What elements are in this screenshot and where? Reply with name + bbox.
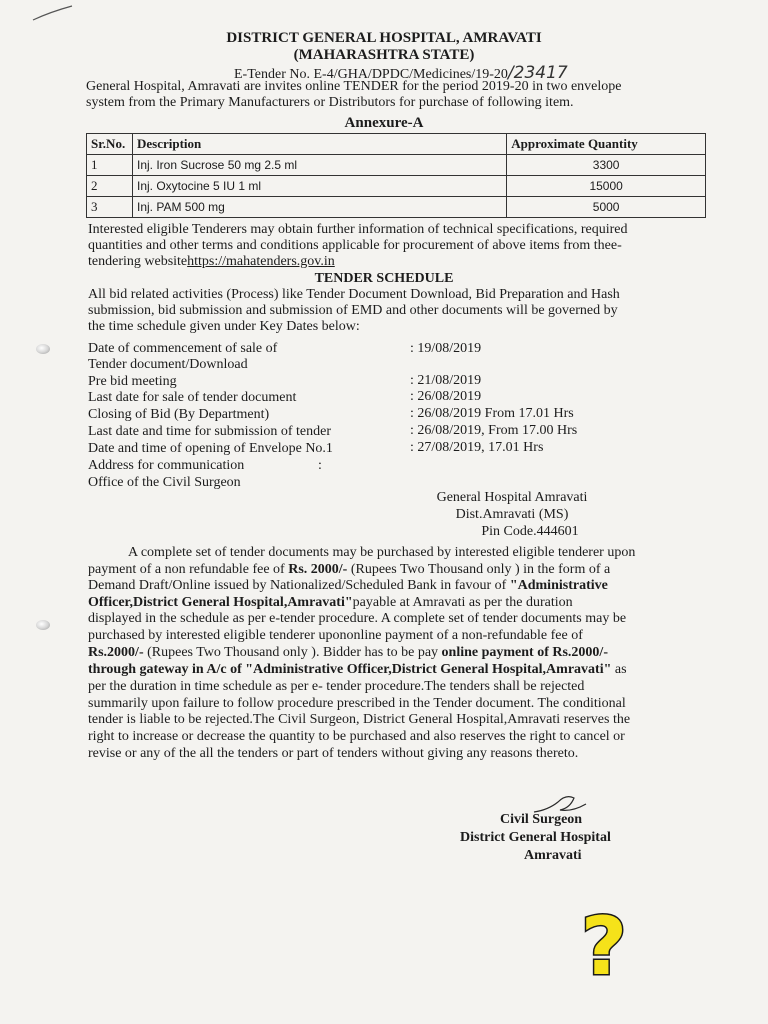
intro-line-2: system from the Primary Manufacturers or Distributors for purchase of following item.	[86, 95, 574, 110]
website-link[interactable]: https://mahatenders.gov.in	[187, 254, 335, 269]
key-date-value: :	[318, 458, 322, 473]
key-date-value: : 26/08/2019 From 17.01 Hrs	[410, 406, 574, 421]
header-quantity: Approximate Quantity	[507, 134, 706, 155]
key-date-label: Office of the Civil Surgeon	[88, 475, 241, 490]
key-date-label: Tender document/Download	[88, 357, 248, 372]
table-row	[87, 176, 706, 197]
staple-hole	[36, 344, 50, 354]
cell-srno: 1	[87, 155, 133, 176]
signatory-city: Amravati	[524, 848, 582, 863]
key-date-label: Pre bid meeting	[88, 374, 177, 389]
para-text: Demand Draft/Online issued by Nationalized/Scheduled Bank in favour of	[88, 578, 510, 593]
para-line	[88, 662, 688, 678]
key-date-value: : 19/08/2019	[410, 341, 482, 356]
cell-description: Inj. PAM 500 mg	[132, 197, 506, 218]
info-line-3	[88, 254, 335, 270]
address-line-3: Pin Code.444601	[481, 524, 579, 539]
cell-description: Inj. Iron Sucrose 50 mg 2.5 ml	[132, 155, 506, 176]
key-date-value: : 21/08/2019	[410, 373, 482, 388]
para-line: displayed in the schedule as per e-tender procedure. A complete set of tender documents may be	[88, 611, 627, 626]
para-line	[88, 645, 688, 661]
key-date-label: Closing of Bid (By Department)	[88, 407, 270, 422]
annexure-title: Annexure-A	[344, 115, 424, 131]
para-line: summarily upon failure to follow procedure prescribed in the Tender document. The conditional	[88, 696, 626, 711]
signatory-org: District General Hospital	[460, 830, 611, 845]
cell-quantity: 5000	[507, 197, 706, 218]
gateway-account: through gateway in A/c of "Administrative Officer,District General Hospital,Amravati"	[88, 662, 612, 677]
header-srno: Sr.No.	[87, 134, 133, 155]
pen-stroke-mark	[30, 4, 80, 24]
staple-hole	[36, 620, 50, 630]
payee-name: "Administrative	[509, 578, 608, 593]
cell-quantity: 3300	[507, 155, 706, 176]
intro-line-1: General Hospital, Amravati are invites online TENDER for the period 2019-20 in two envelope	[86, 79, 622, 94]
question-mark-icon	[576, 908, 632, 988]
info-prefix: tendering website	[88, 254, 188, 269]
schedule-intro-3: the time schedule given under Key Dates below:	[88, 319, 360, 334]
para-line	[88, 562, 688, 578]
para-line: per the duration in time schedule as per e- tender procedure.The tenders shall be rejected	[88, 679, 585, 694]
fee-amount: Rs.2000/-	[88, 645, 144, 660]
info-line-2: quantities and other terms and conditions applicable for procurement of above items from thee-	[88, 238, 622, 253]
header-description: Description	[132, 134, 506, 155]
para-text: (Rupees Two Thousand only ). Bidder has to be pay	[143, 645, 442, 660]
key-date-label: Address for communication	[88, 458, 245, 473]
para-line	[88, 578, 688, 594]
payee-name: Officer,District General Hospital,Amravati"	[88, 595, 353, 610]
address-line-1: General Hospital Amravati	[436, 490, 588, 505]
tender-number-text: E-Tender No. E-4/GHA/DPDC/Medicines/19-20	[234, 67, 508, 82]
hospital-name: DISTRICT GENERAL HOSPITAL, AMRAVATI	[226, 30, 542, 46]
key-date-label: Last date and time for submission of tender	[88, 424, 331, 439]
handwritten-number: /23417	[507, 63, 568, 83]
para-text: payment of a non refundable fee of	[88, 562, 289, 577]
cell-srno: 2	[87, 176, 133, 197]
cell-description: Inj. Oxytocine 5 IU 1 ml	[132, 176, 506, 197]
key-date-value: : 27/08/2019, 17.01 Hrs	[410, 440, 544, 455]
key-date-label: Last date for sale of tender document	[88, 390, 297, 405]
schedule-intro-2: submission, bid submission and submission of EMD and other documents will be governed by	[88, 303, 618, 318]
table-row	[87, 197, 706, 218]
items-table	[86, 133, 706, 218]
signatory-title: Civil Surgeon	[500, 812, 583, 827]
para-line: right to increase or decrease the quantity to be purchased and also reserves the right to cancel or	[88, 729, 625, 744]
para-line: purchased by interested eligible tenderer upononline payment of a non-refundable fee of	[88, 628, 583, 643]
table-header-row	[87, 134, 706, 155]
key-date-label: Date of commencement of sale of	[88, 341, 278, 356]
para-line: tender is liable to be rejected.The Civil Surgeon, District General Hospital,Amravati reserves the	[88, 712, 631, 727]
state-name: (MAHARASHTRA STATE)	[293, 47, 475, 63]
cell-quantity: 15000	[507, 176, 706, 197]
fee-amount: Rs. 2000/-	[288, 562, 348, 577]
para-text: (Rupees Two Thousand only ) in the form of a	[347, 562, 611, 577]
cell-srno: 3	[87, 197, 133, 218]
question-mark-glyph: ?	[580, 908, 628, 988]
schedule-intro-1: All bid related activities (Process) like Tender Document Download, Bid Preparation and Hash	[88, 287, 620, 302]
para-text: payable at Amravati as per the duration	[352, 595, 573, 610]
key-date-label: Date and time of opening of Envelope No.1	[88, 441, 333, 456]
para-line: A complete set of tender documents may be purchased by interested eligible tenderer upon	[128, 545, 636, 560]
key-date-value: : 26/08/2019, From 17.00 Hrs	[410, 423, 578, 438]
info-line-1: Interested eligible Tenderers may obtain further information of technical specifications, required	[88, 222, 628, 237]
address-line-2: Dist.Amravati (MS)	[455, 507, 569, 522]
schedule-title: TENDER SCHEDULE	[314, 271, 454, 286]
para-text: as	[611, 662, 627, 677]
online-payment: online payment of Rs.2000/-	[441, 645, 608, 660]
para-line: revise or any of the all the tenders or part of tenders without giving any reasons thereto.	[88, 746, 579, 761]
table-row	[87, 155, 706, 176]
para-line	[88, 595, 688, 611]
key-date-value: : 26/08/2019	[410, 389, 482, 404]
